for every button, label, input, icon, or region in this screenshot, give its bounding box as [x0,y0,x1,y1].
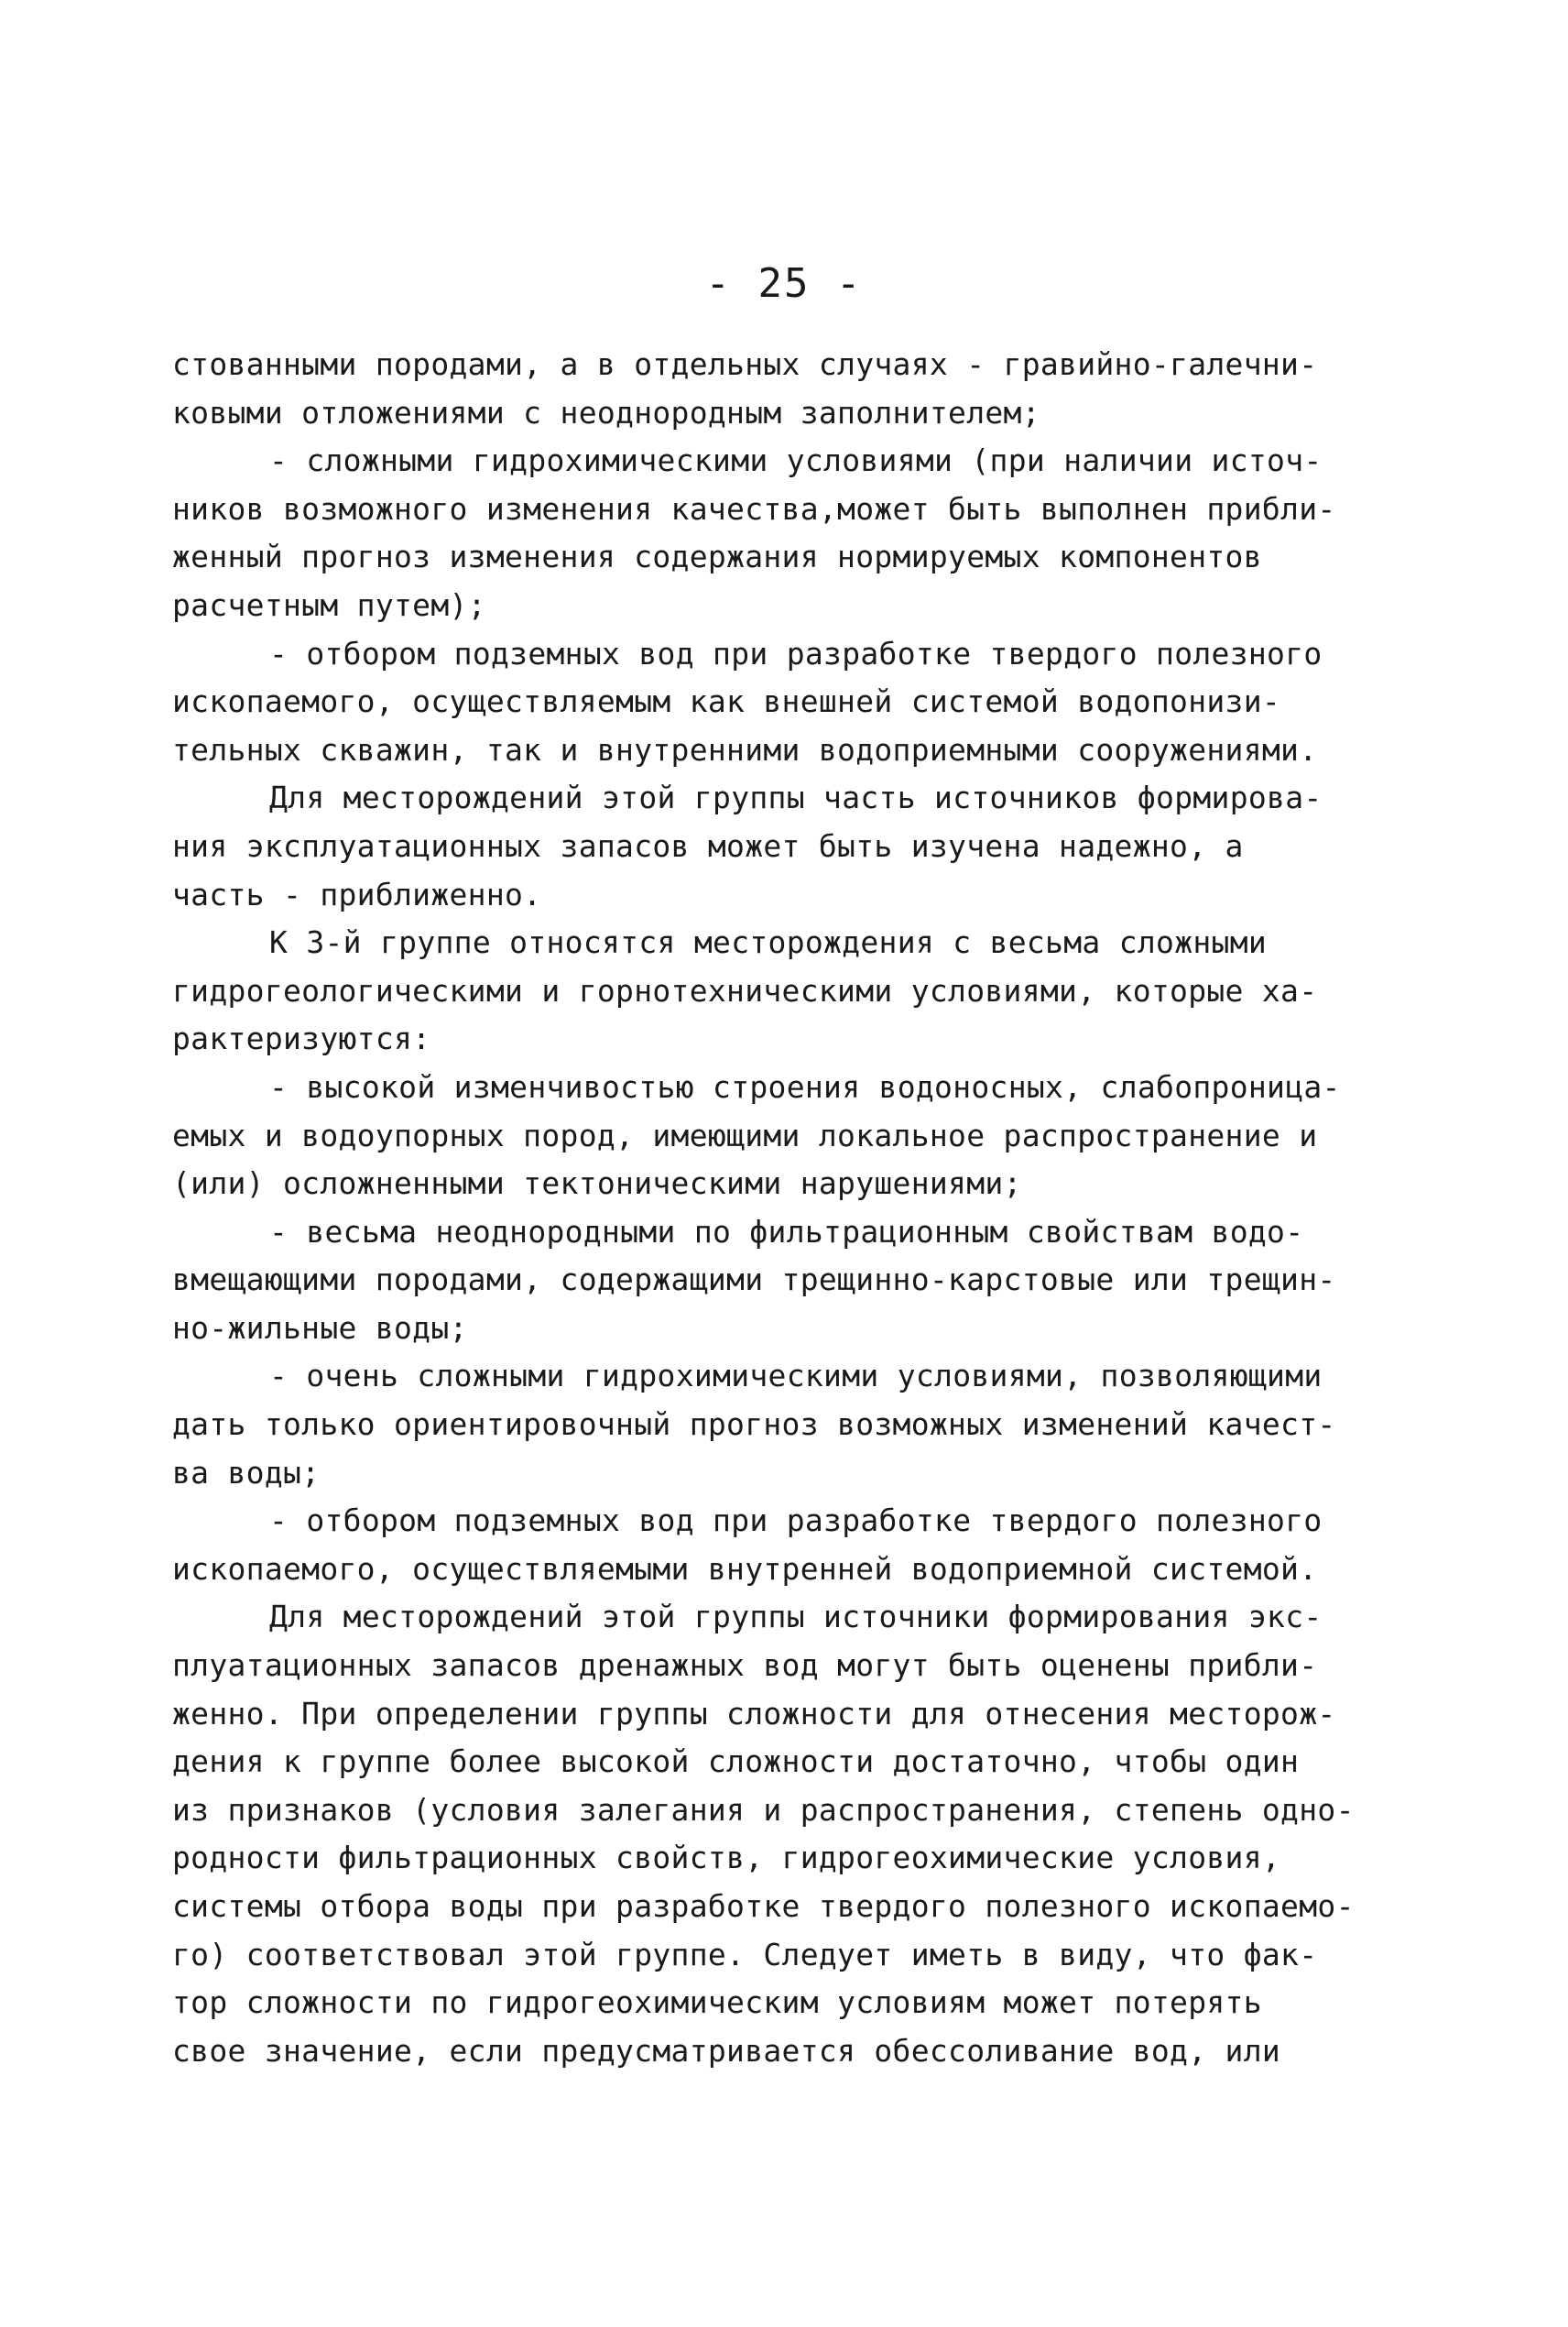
text-line: - отбором подземных вод при разработке твердого полезного [269,1502,1323,1539]
text-line: ископаемого, осуществляемым как внешней системой водопонизи- [172,683,1281,720]
text-line: вмещающими породами, содержащими трещинно-карстовые или трещин- [172,1262,1336,1298]
text-line: ковыми отложениями с неоднородным заполнителем; [172,394,1040,431]
page-number: - 25 - [705,260,863,307]
text-line: ния эксплуатационных запасов может быть изучена надежно, а [172,827,1244,864]
text-line: женный прогноз изменения содержания нормируемых компонентов [172,539,1262,575]
text-line: - сложными гидрохимическими условиями (при наличии источ- [269,442,1323,479]
text-line: К 3-й группе относятся месторождения с весьма сложными [269,924,1268,961]
text-line: Для месторождений этой группы часть источников формирова- [269,780,1323,816]
text-line: - отбором подземных вод при разработке твердого полезного [269,635,1323,672]
text-line: тор сложности по гидрогеохимическим условиям может потерять [172,1984,1262,2021]
text-line: женно. При определении группы сложности для отнесения месторож- [172,1695,1336,1732]
text-line: плуатационных запасов дренажных вод могут быть оценены прибли- [172,1647,1318,1684]
text-line: - очень сложными гидрохимическими условиями, позволяющими [269,1358,1323,1394]
text-line: стованными породами, а в отдельных случаях - гравийно-галечни- [172,346,1318,382]
body-text [172,341,1436,2075]
text-line: - высокой изменчивостью строения водоносных, слабопроница- [269,1068,1341,1105]
text-line: дения к группе более высокой сложности достаточно, чтобы один [172,1743,1300,1780]
text-line: ва воды; [172,1454,321,1491]
text-line: ископаемого, осуществляемыми внутренней водоприемной системой. [172,1550,1318,1587]
text-line: родности фильтрационных свойств, гидрогеохимические условия, [172,1840,1281,1876]
text-line: из признаков (условия залегания и распространения, степень одно- [172,1791,1355,1828]
text-line: расчетным путем); [172,586,486,623]
text-line: - весьма неоднородными по фильтрационным свойствам водо- [269,1213,1304,1250]
text-line: рактеризуются: [172,1021,431,1057]
text-line: системы отбора воды при разработке твердого полезного ископаемо- [172,1888,1355,1924]
text-line: свое значение, если предусматривается обессоливание вод, или [172,2032,1281,2069]
text-line: дать только ориентировочный прогноз возможных изменений качест- [172,1406,1336,1443]
text-line: часть - приближенно. [172,876,542,912]
text-line: но-жильные воды; [172,1309,468,1346]
text-line: Для месторождений этой группы источники формирования экс- [269,1599,1323,1635]
text-line: тельных скважин, так и внутренними водоприемными сооружениями. [172,731,1318,768]
text-line: емых и водоупорных пород, имеющими локальное распространение и [172,1117,1318,1153]
text-line: гидрогеологическими и горнотехническими условиями, которые ха- [172,972,1318,1009]
text-line: (или) осложненными тектоническими нарушениями; [172,1165,1022,1202]
text-line: го) соответствовал этой группе. Следует иметь в виду, что фак- [172,1936,1318,1972]
text-line: ников возможного изменения качества,может быть выполнен прибли- [172,490,1336,527]
